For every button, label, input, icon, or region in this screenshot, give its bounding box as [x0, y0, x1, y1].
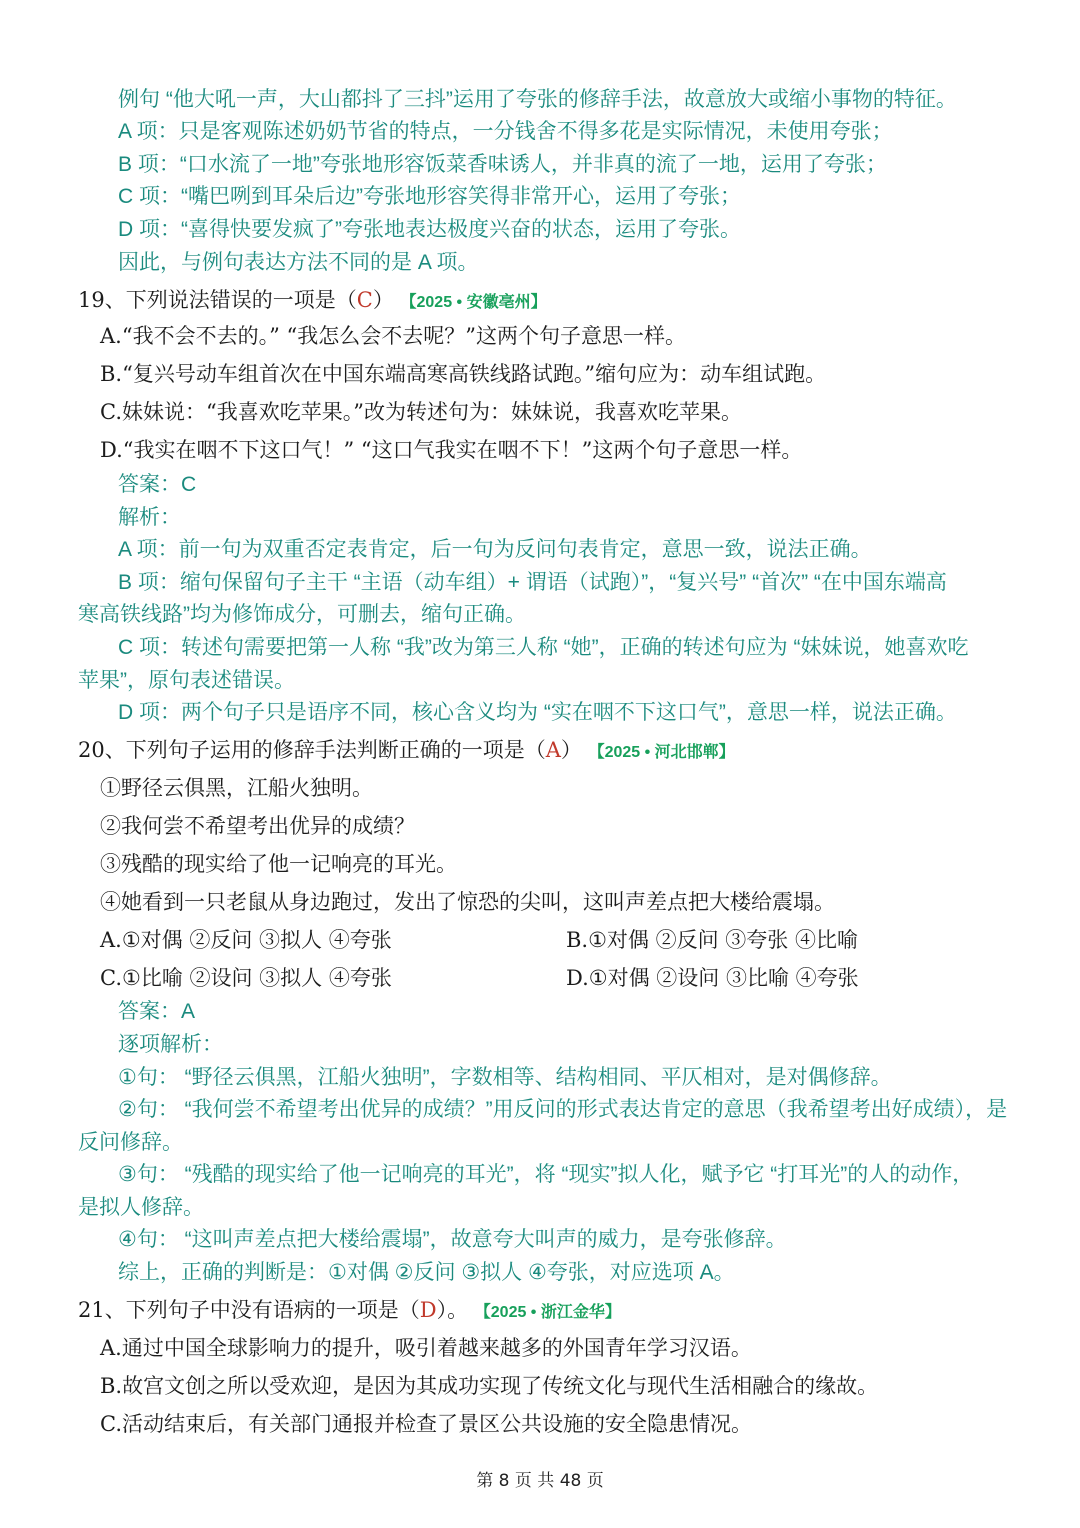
q20-sentence-1: ①野径云俱黑，江船火独明。: [100, 776, 373, 800]
q20-analysis-4: ④句： “这叫声差点把大楼给震塌”，故意夸大叫声的威力，是夸张修辞。: [118, 1228, 787, 1251]
q19-answer: 答案：C: [118, 473, 197, 496]
q21-option-c: C.活动结束后，有关部门通报并检查了景区公共设施的安全隐患情况。: [100, 1412, 752, 1436]
q19-analysis-c-2: 苹果”，原句表述错误。: [78, 669, 295, 692]
q18-option-b-analysis: B 项：“口水流了一地”夸张地形容饭菜香味诱人，并非真的流了一地，运用了夸张；: [118, 153, 887, 176]
q18-option-d-analysis: D 项：“喜得快要发疯了”夸张地表达极度兴奋的状态，运用了夸张。: [118, 218, 741, 241]
q20-analysis-2-1: ②句： “我何尝不希望考出优异的成绩？”用反问的形式表达肯定的意思（我希望考出好成绩），是: [118, 1098, 1008, 1121]
q18-option-c-analysis: C 项：“嘴巴咧到耳朵后边”夸张地形容笑得非常开心，运用了夸张；: [118, 185, 741, 208]
q19-stem-text: 19、下列说法错误的一项是（: [78, 288, 357, 312]
q20-analysis-3-1: ③句： “残酷的现实给了他一记响亮的耳光”，将 “现实”拟人化，赋予它 “打耳光”的人的动作，: [118, 1163, 974, 1186]
q18-option-a-analysis: A 项：只是客观陈述奶奶节省的特点，一分钱舍不得多花是实际情况，未使用夸张；: [118, 120, 893, 143]
q19-stem: [78, 286, 547, 317]
q19-stem-close: ）: [372, 288, 394, 312]
q20-analysis-3-2: 是拟人修辞。: [78, 1196, 204, 1219]
q21-stem-close: ）。: [436, 1298, 469, 1322]
q20-option-d: D.①对偶 ②设问 ③比喻 ④夸张: [566, 966, 859, 990]
q21-source-tag: 【2025 • 浙江金华】: [474, 1304, 621, 1321]
q20-analysis-1: ①句： “野径云俱黑，江船火独明”，字数相等、结构相同、平仄相对，是对偶修辞。: [118, 1066, 892, 1089]
q21-option-b: B.故宫文创之所以受欢迎，是因为其成功实现了传统文化与现代生活相融合的缘故。: [100, 1374, 879, 1398]
q20-stem-close: ）: [560, 738, 582, 762]
q19-option-c: C.妹妹说：“我喜欢吃苹果。”改为转述句为：妹妹说，我喜欢吃苹果。: [100, 400, 742, 424]
q20-analysis-2-2: 反问修辞。: [78, 1131, 183, 1154]
q19-option-a: A.“我不会不去的。” “我怎么会不去呢？”这两个句子意思一样。: [100, 324, 686, 348]
q19-answer-mark: C: [356, 288, 373, 312]
q20-option-c: C.①比喻 ②设问 ③拟人 ④夸张: [100, 966, 392, 990]
q20-summary: 综上，正确的判断是：①对偶 ②反问 ③拟人 ④夸张，对应选项 A。: [118, 1261, 735, 1284]
q19-source-tag: 【2025 • 安徽亳州】: [400, 294, 547, 311]
q20-stem: [78, 736, 735, 767]
q21-stem: [78, 1296, 621, 1327]
q20-sentence-2: ②我何尝不希望考出优异的成绩？: [100, 814, 415, 838]
q20-option-a: A.①对偶 ②反问 ③拟人 ④夸张: [100, 928, 392, 952]
q20-sentence-3: ③残酷的现实给了他一记响亮的耳光。: [100, 852, 457, 876]
q18-conclusion: 因此，与例句表达方法不同的是 A 项。: [118, 251, 479, 274]
q19-analysis-b-2: 寒高铁线路”均为修饰成分，可删去，缩句正确。: [78, 603, 526, 626]
q19-option-b: B.“复兴号动车组首次在中国东端高寒高铁线路试跑。”缩句应为：动车组试跑。: [100, 362, 827, 386]
q19-analysis-b-1: B 项：缩句保留句子主干 “主语（动车组）+ 谓语（试跑）”，“复兴号” “首次” “在中国东端高: [118, 571, 947, 594]
q19-analysis-a: A 项：前一句为双重否定表肯定，后一句为反问句表肯定，意思一致，说法正确。: [118, 538, 872, 561]
q19-option-d: D.“我实在咽不下这口气！” “这口气我实在咽不下！”这两个句子意思一样。: [100, 438, 803, 462]
q21-answer-mark: D: [419, 1298, 437, 1322]
q20-sentence-4: ④她看到一只老鼠从身边跑过，发出了惊恐的尖叫，这叫声差点把大楼给震塌。: [100, 890, 835, 914]
q19-analysis-d: D 项：两个句子只是语序不同，核心含义均为 “实在咽不下这口气”，意思一样，说法正确。: [118, 701, 957, 724]
q20-option-b: B.①对偶 ②反问 ③夸张 ④比喻: [566, 928, 858, 952]
q21-option-a: A.通过中国全球影响力的提升，吸引着越来越多的外国青年学习汉语。: [100, 1336, 752, 1360]
q20-analysis-label: 逐项解析：: [118, 1033, 223, 1056]
q19-analysis-c-1: C 项：转述句需要把第一人称 “我”改为第三人称 “她”，正确的转述句应为 “妹妹说，她喜欢吃: [118, 636, 969, 659]
q20-answer: 答案：A: [118, 1000, 196, 1023]
q19-analysis-label: 解析：: [118, 506, 181, 529]
q20-answer-mark: A: [545, 738, 561, 762]
q20-stem-text: 20、下列句子运用的修辞手法判断正确的一项是（: [78, 738, 546, 762]
q21-stem-text: 21、下列句子中没有语病的一项是（: [78, 1298, 420, 1322]
page-footer: 第 8 页 共 48 页: [476, 1471, 604, 1491]
q18-example-line: 例句 “他大吼一声，大山都抖了三抖”运用了夸张的修辞手法，故意放大或缩小事物的特征。: [118, 88, 957, 111]
q20-source-tag: 【2025 • 河北邯郸】: [588, 744, 735, 761]
